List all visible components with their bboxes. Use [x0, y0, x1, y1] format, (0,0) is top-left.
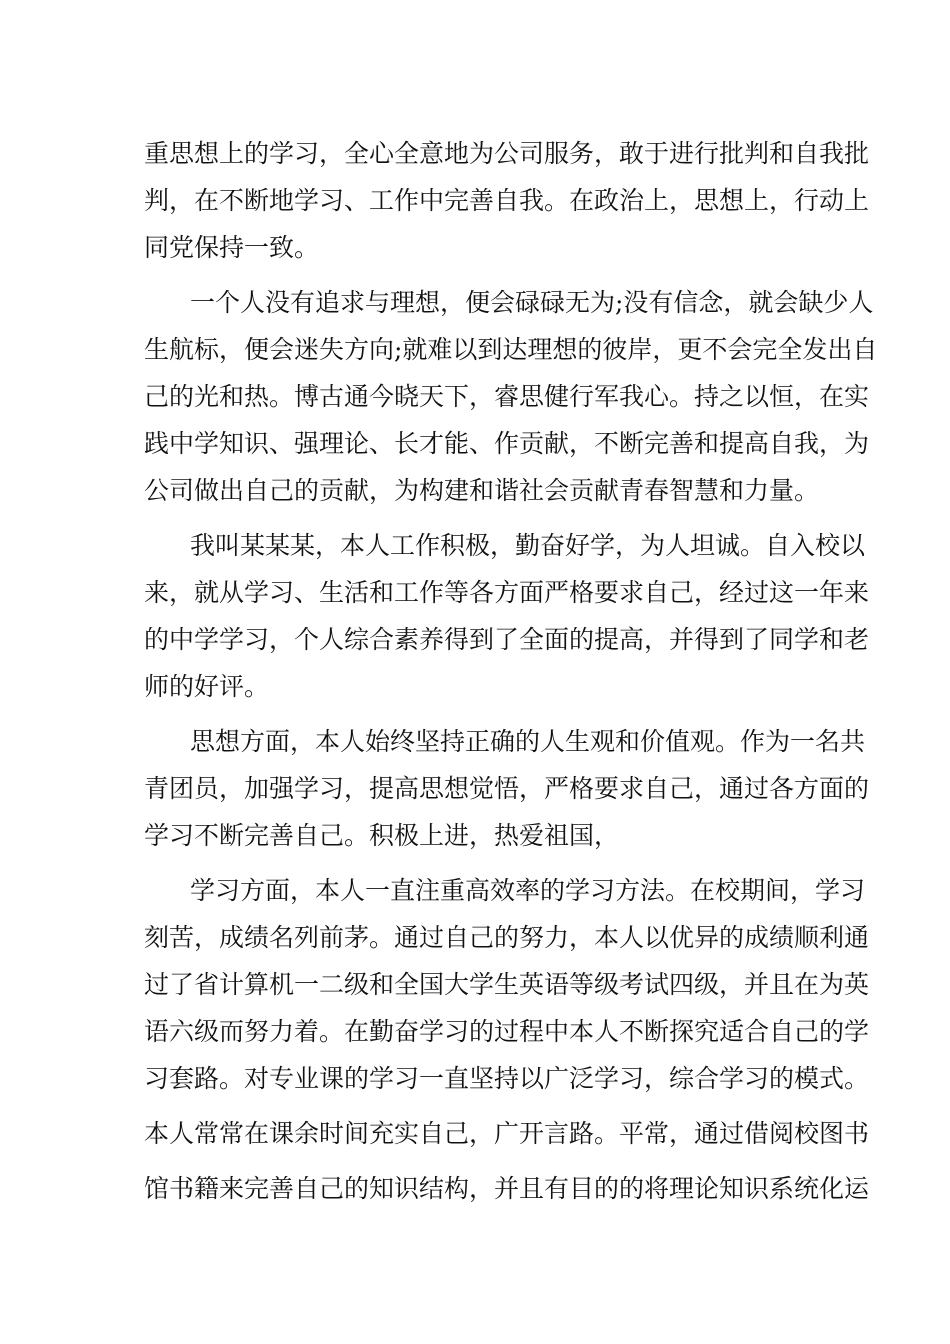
text-line: 来，就从学习、生活和工作等各方面严格要求自己，经过这一年来	[144, 578, 870, 607]
text-line: 判，在不断地学习、工作中完善自我。在政治上，思想上，行动上	[144, 186, 870, 215]
text-line: 师的好评。	[144, 672, 270, 701]
text-line: 习套路。对专业课的学习一直坚持以广泛学习，综合学习的模式。	[144, 1064, 870, 1093]
text-line: 学习不断完善自己。积极上进，热爱祖国，	[144, 821, 620, 850]
paragraph-first-line: 思想方面，本人始终坚持正确的人生观和价值观。作为一名共	[190, 727, 866, 756]
text-line: 公司做出自己的贡献，为构建和谐社会贡献青春智慧和力量。	[144, 476, 820, 505]
paragraph-first-line: 学习方面，本人一直注重高效率的学习方法。在校期间，学习	[190, 876, 866, 905]
text-line: 践中学知识、强理论、长才能、作贡献，不断完善和提高自我，为	[144, 429, 870, 458]
paragraph-first-line: 我叫某某某，本人工作积极，勤奋好学，为人坦诚。自入校以	[190, 531, 866, 560]
text-line: 重思想上的学习，全心全意地为公司服务，敢于进行批判和自我批	[144, 139, 870, 168]
text-line: 青团员，加强学习，提高思想觉悟，严格要求自己，通过各方面的	[144, 774, 870, 803]
paragraph-first-line: 一个人没有追求与理想，便会碌碌无为;没有信念，就会缺少人	[190, 288, 874, 317]
text-line: 馆书籍来完善自己的知识结构，并且有目的的将理论知识系统化运	[144, 1174, 870, 1203]
text-line: 语六级而努力着。在勤奋学习的过程中本人不断探究适合自己的学	[144, 1017, 870, 1046]
text-line: 生航标，便会迷失方向;就难以到达理想的彼岸，更不会完全发出自	[144, 335, 878, 364]
text-line: 同党保持一致。	[144, 233, 320, 262]
text-line: 本人常常在课余时间充实自己，广开言路。平常，通过借阅校图书	[144, 1119, 870, 1148]
text-line: 刻苦，成绩名列前茅。通过自己的努力，本人以优异的成绩顺利通	[144, 923, 870, 952]
text-line: 的中学学习，个人综合素养得到了全面的提高，并得到了同学和老	[144, 625, 870, 654]
text-line: 过了省计算机一二级和全国大学生英语等级考试四级，并且在为英	[144, 970, 870, 999]
text-line: 己的光和热。博古通今晓天下，睿思健行军我心。持之以恒，在实	[144, 382, 870, 411]
